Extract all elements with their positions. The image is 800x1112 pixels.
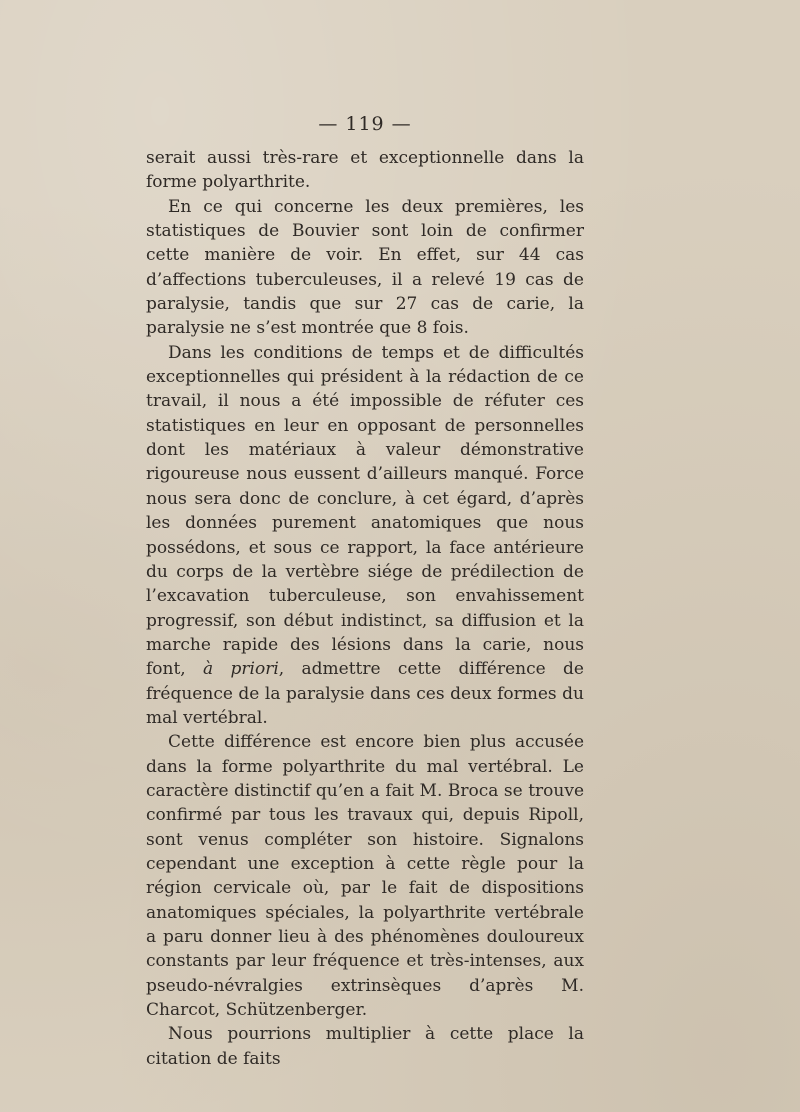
paragraph-final-line: Nous pourrions multiplier à cette place la citation de faits — [146, 1024, 584, 1069]
body-text — [146, 146, 584, 1071]
paragraph-conditions — [146, 341, 584, 731]
paragraph-bouvier-statistics: En ce qui concerne les deux premières, les statistiques de Bouvier sont loin de confirmer cette manière de voir. En effet, sur 44 cas d’affections tuberculeuses, il a relevé 19 cas de paralysie, tandis que sur 27 cas de carie, la paralysie ne s’est montrée que 8 fois. — [146, 196, 584, 339]
paragraph-text-before-italic: Dans les conditions de temps et de difficultés exceptionnelles qui président à la rédaction de ce travail, il nous a été impossible de réfuter ces statistiques en leur en opposant de personnelles dont les matériaux à valeur démonstrative rigoureuse nous eussent d’ailleurs manqué. Force nous sera donc de conclure, à cet égard, d’après les données purement anatomiques que nous possédons, et sous ce rapport, la face antérieure du corps de la vertèbre siége de prédilection de l’excavation tuberculeuse, son envahissement progressif, son début indistinct, sa diffusion et la marche rapide des lésions dans la carie, nous font, — [146, 342, 584, 680]
paragraph-polyarthrite: Cette différence est encore bien plus accusée dans la forme polyarthrite du mal vertébral. Le caractère distinctif qu’en a fait M. Broca se trouve confirmé par tous les travaux qui, depuis Ripoll, sont venus compléter son histoire. Signalons cependant une exception à cette règle pour la région cervicale où, par le fait de dispositions anatomiques spéciales, la polyarthrite vertébrale a paru donner lieu à des phénomènes douloureux constants par leur fréquence et très-intenses, aux pseudo-névralgies extrinsèques d’après M. Charcot, Schützenberger. — [146, 732, 584, 1021]
paragraph-text-after-italic: , admettre cette différence de fréquence de la paralysie dans ces deux formes du mal vertébral. — [146, 659, 584, 728]
paragraph-continuation: serait aussi très-rare et exceptionnelle dans la forme polyarthrite. — [146, 148, 584, 193]
page-number: — 119 — — [318, 113, 412, 135]
italic-phrase: à priori — [203, 659, 279, 680]
